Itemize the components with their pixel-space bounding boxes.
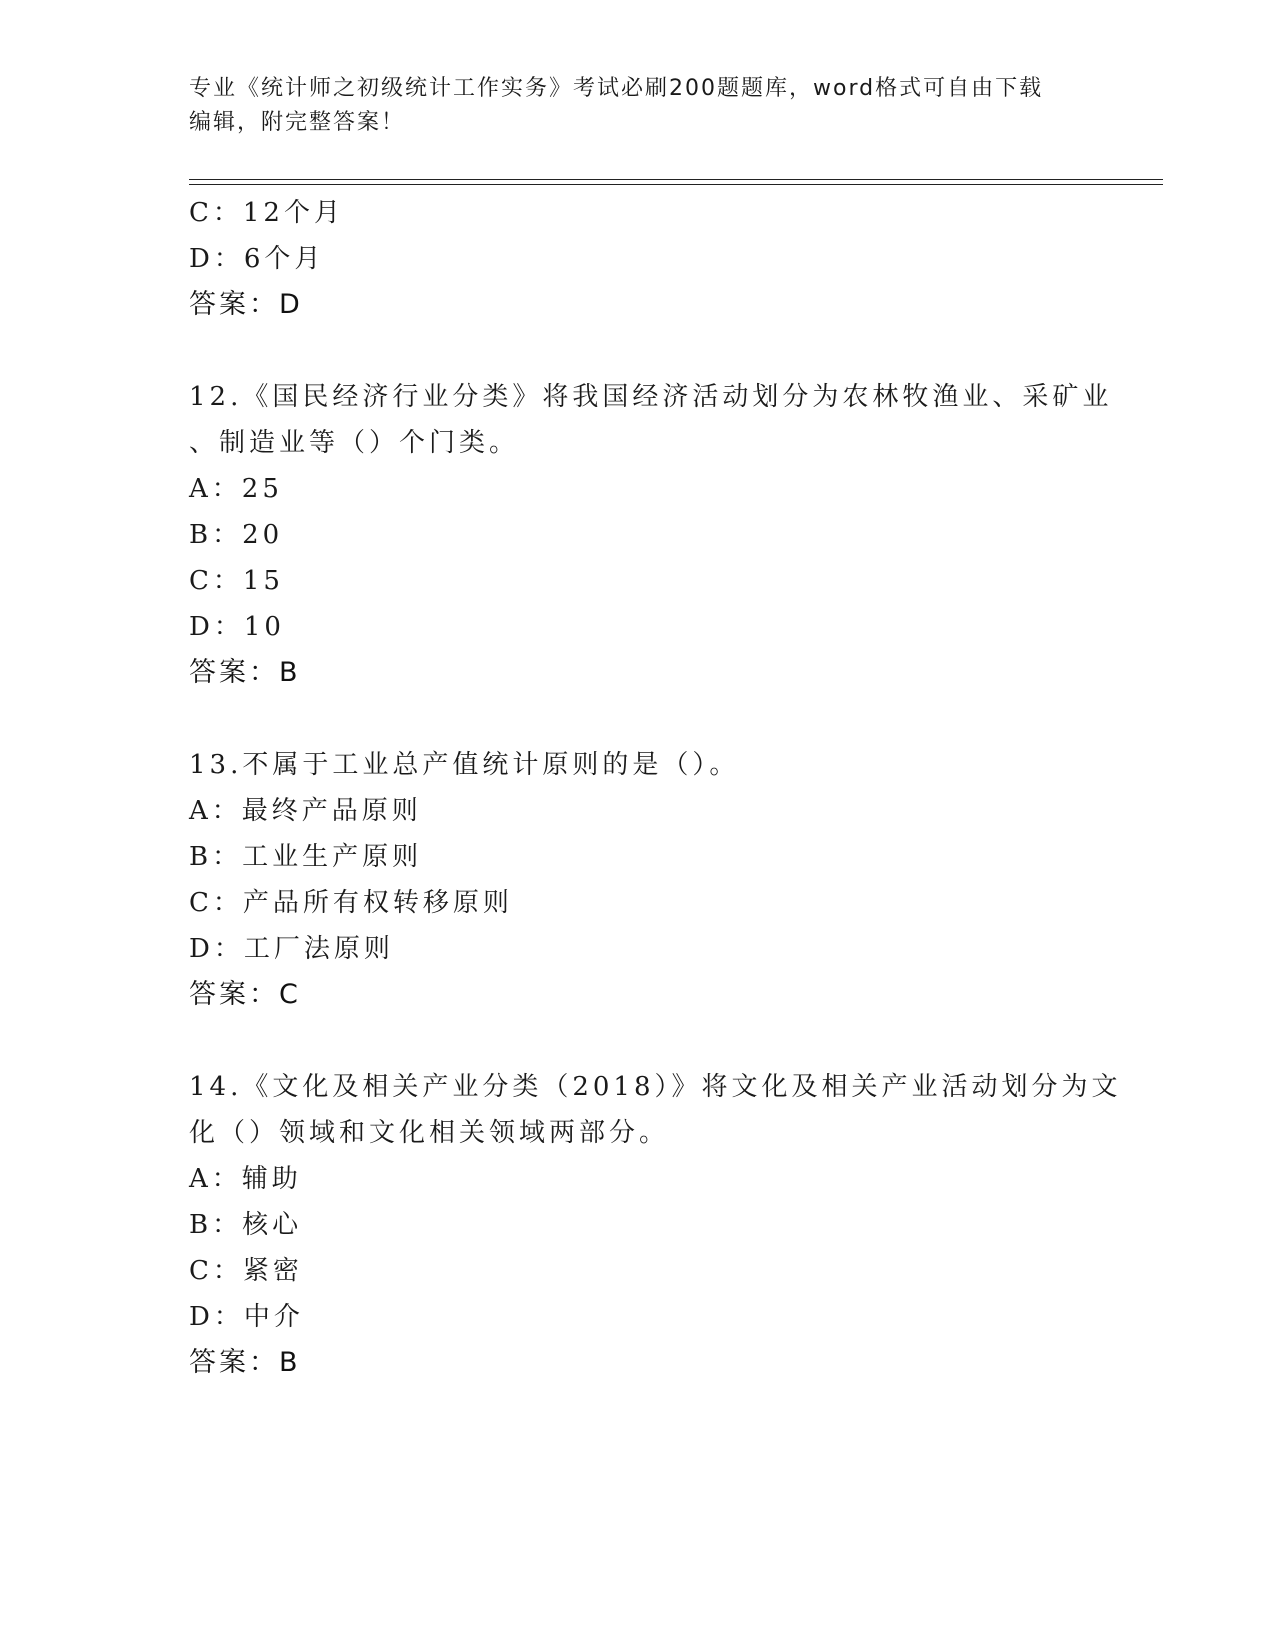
header-line-2: 编辑，附完整答案！ (189, 110, 406, 135)
question-text-line: 13.不属于工业总产值统计原则的是（）。 (189, 750, 740, 780)
question-14 (189, 1064, 1122, 1386)
answer-line: 答案：C (189, 979, 301, 1010)
question-text-line: 、制造业等（）个门类。 (189, 428, 520, 458)
option-d: D：6个月 (189, 244, 325, 274)
option-a: A：辅助 (189, 1164, 302, 1194)
spacer (189, 696, 1089, 742)
question-text-line: 12.《国民经济行业分类》将我国经济活动划分为农林牧渔业、采矿业 (189, 382, 1113, 412)
question-13 (189, 742, 1089, 1018)
question-list (189, 190, 1122, 1386)
option-a: A：最终产品原则 (189, 796, 422, 826)
answer-line: 答案：B (189, 1347, 301, 1378)
header-divider-bottom (189, 184, 1163, 185)
question-text-line: 化（）领域和文化相关领域两部分。 (189, 1118, 670, 1148)
option-c: C：15 (189, 566, 284, 596)
answer-line: 答案：B (189, 657, 301, 688)
option-c: C：紧密 (189, 1256, 303, 1286)
question-12 (189, 374, 1113, 696)
header-divider-top (189, 179, 1163, 180)
option-b: B：20 (189, 520, 284, 550)
option-d: D：工厂法原则 (189, 934, 394, 964)
document-header (189, 72, 1089, 140)
answer-line: 答案：D (189, 289, 303, 320)
question-text-line: 14.《文化及相关产业分类（2018）》将文化及相关产业活动划分为文 (189, 1072, 1122, 1102)
option-a: A：25 (189, 474, 283, 504)
option-b: B：核心 (189, 1210, 303, 1240)
option-b: B：工业生产原则 (189, 842, 423, 872)
option-c: C：12个月 (189, 198, 344, 228)
option-d: D：10 (189, 612, 285, 642)
option-c: C：产品所有权转移原则 (189, 888, 513, 918)
spacer (189, 1018, 1089, 1064)
header-line-1: 专业《统计师之初级统计工作实务》考试必刷200题题库，word格式可自由下载 (189, 76, 1044, 101)
spacer (189, 328, 1089, 374)
option-d: D：中介 (189, 1302, 304, 1332)
